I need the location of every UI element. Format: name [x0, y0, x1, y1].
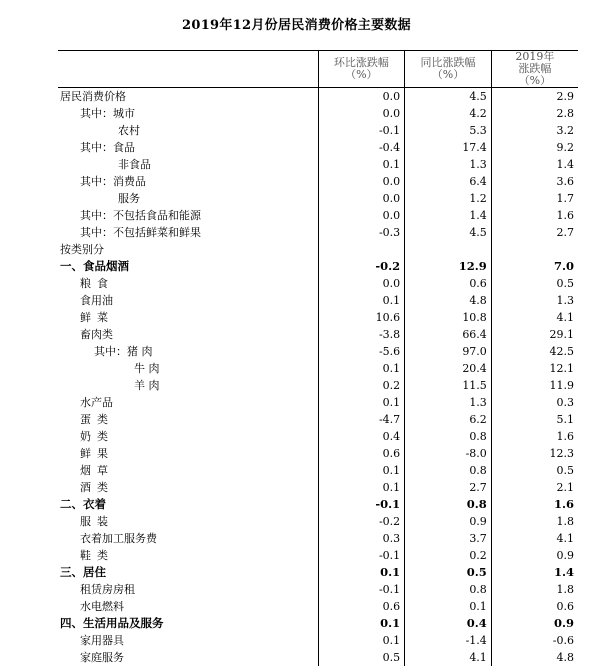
row-label: 四、生活用品及服务	[60, 616, 164, 630]
row-label: 其中：消费品	[80, 175, 146, 188]
row-yoy: 0.8	[405, 496, 492, 513]
row-yoy: 4.5	[405, 224, 492, 241]
header-mom-line1: 环比涨跌幅	[333, 56, 389, 69]
row-ytd: -0.6	[491, 632, 578, 649]
row-label: 水产品	[80, 396, 113, 409]
table-row	[58, 122, 578, 139]
row-label: 粮食	[80, 277, 114, 290]
row-yoy: 0.1	[405, 598, 492, 615]
row-mom: 0.6	[318, 445, 405, 462]
row-ytd: 2.7	[491, 224, 578, 241]
row-yoy: 3.7	[405, 530, 492, 547]
row-label: 羊 肉	[134, 379, 160, 392]
row-yoy: -1.4	[405, 632, 492, 649]
row-ytd	[491, 241, 578, 258]
row-label: 畜肉类	[80, 328, 113, 341]
row-ytd: 7.0	[491, 258, 578, 275]
table-row	[58, 411, 578, 428]
row-label: 一、食品烟酒	[60, 259, 129, 273]
row-label: 居民消费价格	[60, 90, 126, 103]
table-row	[58, 224, 578, 241]
row-label: 鲜果	[80, 447, 114, 460]
row-yoy: 0.2	[405, 547, 492, 564]
row-label: 二、衣着	[60, 497, 106, 511]
row-label: 非食品	[118, 158, 151, 171]
row-ytd: 2.1	[491, 479, 578, 496]
table-row	[58, 309, 578, 326]
header-blank-cell	[58, 51, 318, 88]
row-label: 其中：城市	[80, 107, 135, 120]
row-mom: 0.1	[318, 564, 405, 581]
table-row	[58, 445, 578, 462]
row-label: 其中：食品	[80, 141, 135, 154]
row-yoy: 4.2	[405, 105, 492, 122]
table-row	[58, 598, 578, 615]
cpi-table-container	[58, 50, 578, 666]
row-label: 其中：不包括食品和能源	[80, 209, 201, 222]
row-yoy: 2.7	[405, 479, 492, 496]
row-ytd: 1.3	[491, 292, 578, 309]
row-ytd: 0.5	[491, 462, 578, 479]
row-ytd: 4.8	[491, 649, 578, 666]
row-ytd: 0.6	[491, 598, 578, 615]
header-ytd	[491, 51, 578, 88]
row-ytd: 0.9	[491, 547, 578, 564]
row-yoy: 1.3	[405, 156, 492, 173]
row-mom: -0.2	[318, 258, 405, 275]
row-label: 服务	[118, 192, 140, 205]
row-label: 食用油	[80, 294, 113, 307]
table-header	[58, 51, 578, 88]
table-row	[58, 139, 578, 156]
category-row	[58, 496, 578, 513]
row-yoy: 1.3	[405, 394, 492, 411]
row-ytd: 1.4	[491, 156, 578, 173]
row-ytd: 9.2	[491, 139, 578, 156]
table-row	[58, 462, 578, 479]
row-ytd: 3.6	[491, 173, 578, 190]
row-label: 家用器具	[80, 634, 124, 647]
table-row	[58, 292, 578, 309]
row-label: 租赁房房租	[80, 583, 135, 596]
row-ytd: 4.1	[491, 309, 578, 326]
table-row	[58, 649, 578, 666]
table-row	[58, 394, 578, 411]
row-yoy	[405, 241, 492, 258]
table-row	[58, 479, 578, 496]
row-label: 牛 肉	[134, 362, 160, 375]
row-mom: 0.0	[318, 105, 405, 122]
row-yoy: 66.4	[405, 326, 492, 343]
row-label: 鞋类	[80, 549, 114, 562]
row-ytd: 5.1	[491, 411, 578, 428]
row-yoy: 4.5	[405, 88, 492, 106]
row-ytd: 4.1	[491, 530, 578, 547]
table-row	[58, 275, 578, 292]
row-yoy: 4.8	[405, 292, 492, 309]
table-row	[58, 547, 578, 564]
table-row	[58, 428, 578, 445]
row-yoy: -8.0	[405, 445, 492, 462]
row-ytd: 12.1	[491, 360, 578, 377]
row-mom: 0.0	[318, 173, 405, 190]
table-row	[58, 173, 578, 190]
row-yoy: 20.4	[405, 360, 492, 377]
row-label: 蛋类	[80, 413, 114, 426]
row-mom: 0.3	[318, 530, 405, 547]
row-ytd: 0.3	[491, 394, 578, 411]
row-ytd: 1.4	[491, 564, 578, 581]
table-row	[58, 326, 578, 343]
row-ytd: 2.9	[491, 88, 578, 106]
row-mom: -0.1	[318, 496, 405, 513]
row-label: 水电燃料	[80, 600, 124, 613]
row-mom: 10.6	[318, 309, 405, 326]
header-yoy	[405, 51, 492, 88]
header-mom-unit: （%）	[345, 68, 378, 81]
row-yoy: 0.6	[405, 275, 492, 292]
row-mom: 0.1	[318, 632, 405, 649]
row-yoy: 10.8	[405, 309, 492, 326]
table-row	[58, 632, 578, 649]
row-label: 奶类	[80, 430, 114, 443]
table-row	[58, 377, 578, 394]
row-mom: -0.1	[318, 122, 405, 139]
row-mom: 0.1	[318, 156, 405, 173]
row-ytd: 29.1	[491, 326, 578, 343]
row-yoy: 0.9	[405, 513, 492, 530]
row-yoy: 5.3	[405, 122, 492, 139]
row-label: 按类别分	[60, 243, 104, 256]
row-mom	[318, 241, 405, 258]
row-mom: -0.4	[318, 139, 405, 156]
row-mom: 0.0	[318, 207, 405, 224]
row-yoy: 17.4	[405, 139, 492, 156]
row-label: 衣着加工服务费	[80, 532, 157, 545]
header-mom	[318, 51, 405, 88]
row-mom: 0.0	[318, 190, 405, 207]
header-ytd-unit: （%）	[518, 74, 552, 87]
row-label: 鲜菜	[80, 311, 114, 324]
table-row	[58, 360, 578, 377]
row-mom: 0.0	[318, 275, 405, 292]
table-row	[58, 156, 578, 173]
row-mom: 0.0	[318, 88, 405, 106]
row-ytd: 1.8	[491, 581, 578, 598]
row-yoy: 11.5	[405, 377, 492, 394]
row-yoy: 97.0	[405, 343, 492, 360]
row-label: 三、居住	[60, 565, 106, 579]
row-label: 家庭服务	[80, 651, 124, 664]
row-yoy: 12.9	[405, 258, 492, 275]
row-yoy: 4.1	[405, 649, 492, 666]
table-row	[58, 207, 578, 224]
row-ytd: 0.9	[491, 615, 578, 632]
row-label: 服装	[80, 515, 114, 528]
row-ytd: 1.6	[491, 496, 578, 513]
row-yoy: 1.2	[405, 190, 492, 207]
row-mom: -4.7	[318, 411, 405, 428]
row-mom: 0.1	[318, 394, 405, 411]
row-yoy: 0.8	[405, 581, 492, 598]
row-label: 酒类	[80, 481, 114, 494]
row-ytd: 12.3	[491, 445, 578, 462]
row-yoy: 0.8	[405, 428, 492, 445]
row-mom: 0.1	[318, 292, 405, 309]
row-mom: -5.6	[318, 343, 405, 360]
row-ytd: 42.5	[491, 343, 578, 360]
category-row	[58, 615, 578, 632]
row-mom: -0.1	[318, 581, 405, 598]
row-yoy: 0.5	[405, 564, 492, 581]
header-yoy-unit: （%）	[431, 68, 465, 81]
row-ytd: 1.6	[491, 428, 578, 445]
row-mom: 0.4	[318, 428, 405, 445]
row-yoy: 6.2	[405, 411, 492, 428]
row-ytd: 0.5	[491, 275, 578, 292]
row-mom: -0.3	[318, 224, 405, 241]
section-label-row	[58, 241, 578, 258]
row-mom: 0.1	[318, 615, 405, 632]
row-mom: 0.1	[318, 360, 405, 377]
row-ytd: 11.9	[491, 377, 578, 394]
document-title: 2019年12月份居民消费价格主要数据	[182, 18, 411, 33]
row-mom: -3.8	[318, 326, 405, 343]
row-ytd: 1.7	[491, 190, 578, 207]
row-mom: 0.2	[318, 377, 405, 394]
table-row	[58, 190, 578, 207]
category-row	[58, 564, 578, 581]
table-row	[58, 530, 578, 547]
category-row	[58, 258, 578, 275]
row-ytd: 2.8	[491, 105, 578, 122]
header-yoy-line1: 同比涨跌幅	[420, 56, 476, 69]
table-row	[58, 343, 578, 360]
row-label: 烟草	[80, 464, 114, 477]
row-ytd: 1.8	[491, 513, 578, 530]
table-row	[58, 88, 578, 106]
row-label: 农村	[118, 124, 140, 137]
row-yoy: 6.4	[405, 173, 492, 190]
row-yoy: 0.8	[405, 462, 492, 479]
table-row	[58, 105, 578, 122]
header-ytd-line1: 2019年	[515, 50, 555, 63]
row-mom: -0.1	[318, 547, 405, 564]
row-ytd: 3.2	[491, 122, 578, 139]
row-mom: -0.2	[318, 513, 405, 530]
row-ytd: 1.6	[491, 207, 578, 224]
row-mom: 0.1	[318, 462, 405, 479]
row-yoy: 1.4	[405, 207, 492, 224]
cpi-table	[58, 50, 578, 666]
row-label: 其中：不包括鲜菜和鲜果	[80, 226, 201, 239]
row-yoy: 0.4	[405, 615, 492, 632]
row-mom: 0.5	[318, 649, 405, 666]
table-body	[58, 88, 578, 666]
header-ytd-line2: 涨跌幅	[518, 62, 552, 75]
row-mom: 0.1	[318, 479, 405, 496]
row-mom: 0.6	[318, 598, 405, 615]
table-row	[58, 513, 578, 530]
row-label: 其中：猪 肉	[94, 345, 153, 358]
table-row	[58, 581, 578, 598]
